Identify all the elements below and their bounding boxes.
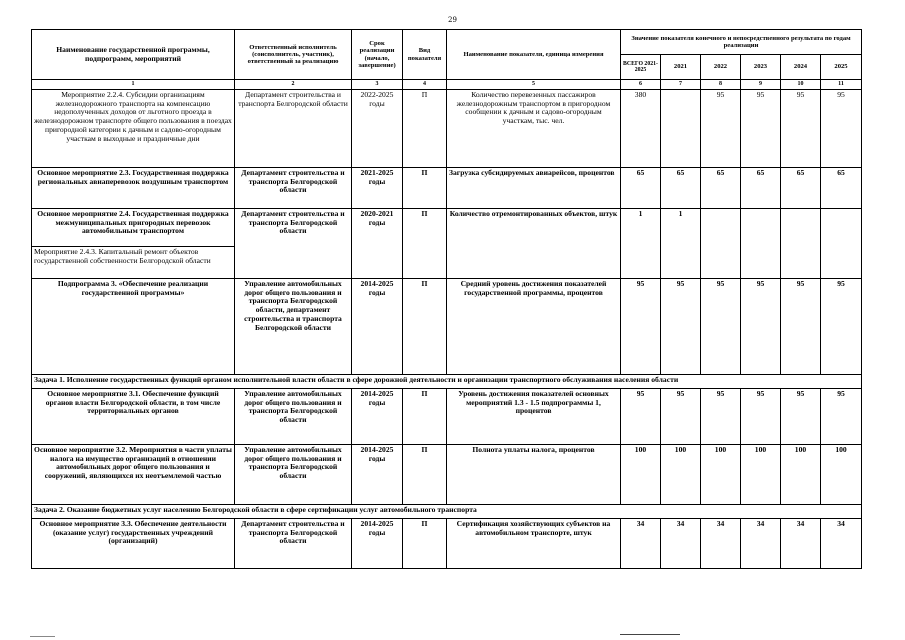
column-number: 8: [701, 80, 741, 90]
row-value: 34: [781, 519, 821, 569]
row-value: 34: [821, 519, 862, 569]
row-value: 95: [701, 389, 741, 445]
row-indicator: Количество отремонтированных объектов, штук: [447, 209, 621, 279]
column-number: 2: [235, 80, 352, 90]
row-executor: Управление автомобильных дорог общего пользования и транспорта Белгородской области: [235, 389, 352, 445]
row-value: 65: [781, 168, 821, 209]
row-value: 95: [821, 279, 862, 375]
row-value: 95: [781, 90, 821, 168]
row-name: Основное мероприятие 2.3. Государственная поддержка региональных авиаперевозок воздушным транспортом: [32, 168, 235, 209]
row-name: Основное мероприятие 3.2. Мероприятия в части уплаты налога на имущество организаций в отношении автомобильных дорог общего пользования и сооружений, являющихся их неотъемлемой частью: [32, 445, 235, 505]
row-term: 2022-2025 годы: [352, 90, 403, 168]
row-subname: Мероприятие 2.4.3. Капитальный ремонт объектов государственной собственности Белгородской области: [32, 247, 235, 279]
row-indicator: Полнота уплаты налога, процентов: [447, 445, 621, 505]
header-year: 2023: [741, 55, 781, 80]
row-kind: П: [403, 209, 447, 279]
task-1-title: Задача 1. Исполнение государственных функций органом исполнительной власти области в сфере дорожной деятельности и организации транспортного обслуживания населения области: [32, 375, 862, 389]
row-value: 95: [701, 279, 741, 375]
row-value: 65: [741, 168, 781, 209]
column-number: 3: [352, 80, 403, 90]
column-number: 5: [447, 80, 621, 90]
row-value: 34: [621, 519, 661, 569]
row-indicator: Сертификация хозяйствующих субъектов на автомобильном транспорте, штук: [447, 519, 621, 569]
row-value: 100: [821, 445, 862, 505]
row-term: 2014-2025 годы: [352, 389, 403, 445]
row-value: 65: [661, 168, 701, 209]
row-value: [781, 209, 821, 279]
table-header-row: [32, 30, 862, 55]
row-kind: П: [403, 279, 447, 375]
column-number: 1: [32, 80, 235, 90]
scan-artifact-line: [30, 636, 55, 637]
row-value: 100: [781, 445, 821, 505]
column-number: 7: [661, 80, 701, 90]
column-number: 9: [741, 80, 781, 90]
row-value: 34: [661, 519, 701, 569]
row-name: Основное мероприятие 3.3. Обеспечение деятельности (оказание услуг) государственных учреждений (организаций): [32, 519, 235, 569]
row-value: 95: [821, 389, 862, 445]
task-row: [32, 375, 862, 389]
column-number: 10: [781, 80, 821, 90]
row-value: 34: [701, 519, 741, 569]
row-kind: П: [403, 90, 447, 168]
row-value: 95: [781, 279, 821, 375]
table-row: [32, 279, 862, 375]
row-value: 95: [621, 279, 661, 375]
row-kind: П: [403, 445, 447, 505]
header-term: Срок реализации (начало, завершение): [352, 30, 403, 80]
row-term: 2014-2025 годы: [352, 279, 403, 375]
row-name: Основное мероприятие 2.4. Государственная поддержка межмуниципальных пригородных перевозок автомобильным транспортом: [32, 209, 235, 247]
row-name: Подпрограмма 3. «Обеспечение реализации государственной программы»: [32, 279, 235, 375]
row-name: Основное мероприятие 3.1. Обеспечение функций органов власти Белгородской области, в том числе территориальных органов: [32, 389, 235, 445]
row-value: [661, 90, 701, 168]
header-year: 2025: [821, 55, 862, 80]
column-number: 4: [403, 80, 447, 90]
row-kind: П: [403, 519, 447, 569]
row-value: [741, 209, 781, 279]
row-term: 2014-2025 годы: [352, 445, 403, 505]
header-year: 2024: [781, 55, 821, 80]
row-executor: Департамент строительства и транспорта Белгородской области: [235, 209, 352, 279]
header-kind: Вид показателя: [403, 30, 447, 80]
row-value: 65: [701, 168, 741, 209]
scan-artifact-line: [620, 634, 680, 635]
header-total: ВСЕГО 2021-2025: [621, 55, 661, 80]
row-value: [821, 209, 862, 279]
table-row: [32, 168, 862, 209]
row-value: 380: [621, 90, 661, 168]
table-row: [32, 389, 862, 445]
row-indicator: Количество перевезенных пассажиров железнодорожным транспортом в пригородном сообщении к дачным и садово-огородным участкам, тыс. чел.: [447, 90, 621, 168]
row-executor: Департамент строительства и транспорта Белгородской области: [235, 519, 352, 569]
row-value: 65: [621, 168, 661, 209]
table-row: [32, 445, 862, 505]
header-year: 2022: [701, 55, 741, 80]
header-indicator: Наименование показателя, единица измерения: [447, 30, 621, 80]
row-executor: Департамент строительства и транспорта Белгородской области: [235, 90, 352, 168]
row-value: 100: [661, 445, 701, 505]
row-value: 95: [701, 90, 741, 168]
column-numbers-row: [32, 80, 862, 90]
row-term: 2020-2021 годы: [352, 209, 403, 279]
row-executor: Управление автомобильных дорог общего пользования и транспорта Белгородской области, департамент строительства и транспорта Белгородской области: [235, 279, 352, 375]
row-value: 65: [821, 168, 862, 209]
column-number: 11: [821, 80, 862, 90]
header-year: 2021: [661, 55, 701, 80]
row-value: 95: [621, 389, 661, 445]
row-value: [701, 209, 741, 279]
row-term: 2014-2025 годы: [352, 519, 403, 569]
row-executor: Управление автомобильных дорог общего пользования и транспорта Белгородской области: [235, 445, 352, 505]
table-row: [32, 209, 862, 247]
task-row: [32, 505, 862, 519]
row-indicator: Средний уровень достижения показателей государственной программы, процентов: [447, 279, 621, 375]
row-kind: П: [403, 389, 447, 445]
row-value: 95: [741, 90, 781, 168]
row-value: 95: [741, 279, 781, 375]
header-program-name: Наименование государственной программы, подпрограмм, мероприятий: [32, 30, 235, 80]
row-value: 1: [661, 209, 701, 279]
table-row: [32, 90, 862, 168]
row-executor: Департамент строительства и транспорта Белгородской области: [235, 168, 352, 209]
row-value: 95: [661, 389, 701, 445]
row-value: 100: [701, 445, 741, 505]
row-value: 95: [781, 389, 821, 445]
row-term: 2021-2025 годы: [352, 168, 403, 209]
row-value: 1: [621, 209, 661, 279]
header-values: Значение показателя конечного и непосредственного результата по годам реализации: [621, 30, 862, 55]
column-number: 6: [621, 80, 661, 90]
header-executor: Ответственный исполнитель (соисполнитель, участник), ответственный за реализацию: [235, 30, 352, 80]
row-kind: П: [403, 168, 447, 209]
row-indicator: Уровень достижения показателей основных мероприятий 1.3 - 1.5 подпрограммы 1, процентов: [447, 389, 621, 445]
row-value: 95: [661, 279, 701, 375]
row-value: 100: [741, 445, 781, 505]
row-indicator: Загрузка субсидируемых авиарейсов, процентов: [447, 168, 621, 209]
table-row: [32, 519, 862, 569]
indicators-table: [31, 29, 862, 569]
page-number: 29: [448, 16, 457, 24]
task-2-title: Задача 2. Оказание бюджетных услуг населению Белгородской области в сфере сертификации услуг автомобильного транспорта: [32, 505, 862, 519]
row-value: 95: [741, 389, 781, 445]
row-value: 95: [821, 90, 862, 168]
row-value: 100: [621, 445, 661, 505]
row-value: 34: [741, 519, 781, 569]
row-name: Мероприятие 2.2.4. Субсидии организациям железнодорожного транспорта на компенсацию недополученных доходов от льготного проезда в железнодорожном транспорте общего пользования в поездах пригородной категории к дачным и садово-огородным участкам в выходные и праздничные дни: [32, 90, 235, 168]
